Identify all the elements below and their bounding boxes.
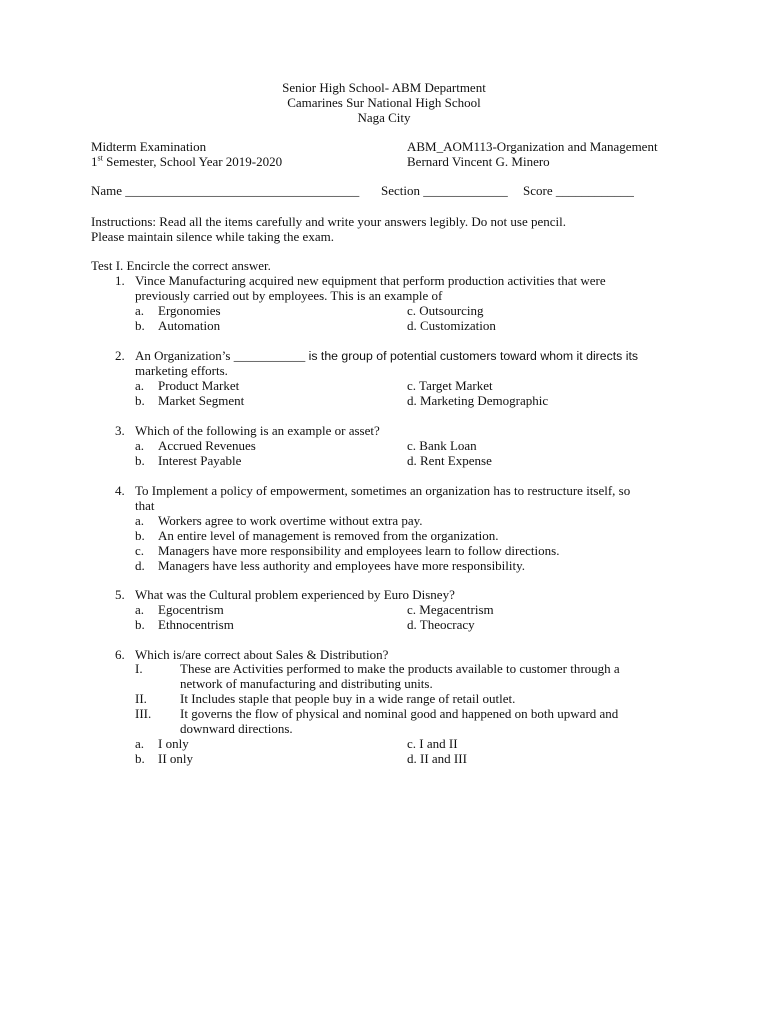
choice-c[interactable]: c. I and II: [407, 736, 458, 751]
choice-letter: c.: [135, 543, 145, 558]
course-code: ABM_AOM113-Organization and Management: [407, 139, 658, 154]
score-field[interactable]: Score ____________: [523, 183, 634, 198]
question-text: Which is/are correct about Sales & Distribution?: [135, 647, 389, 662]
choice-a[interactable]: Egocentrism: [158, 602, 224, 617]
choice-d[interactable]: d. Theocracy: [407, 617, 475, 632]
choice-a[interactable]: Ergonomies: [158, 303, 221, 318]
choice-c[interactable]: c. Megacentrism: [407, 602, 494, 617]
statement-text: downward directions.: [180, 721, 293, 736]
question-number: 5.: [115, 587, 125, 602]
question-text: that: [135, 498, 155, 513]
choice-b[interactable]: II only: [158, 751, 194, 766]
choice-a[interactable]: Accrued Revenues: [158, 438, 256, 453]
choice-letter: d.: [135, 558, 145, 573]
choice-c[interactable]: c. Target Market: [407, 378, 493, 393]
choice-d[interactable]: d. Marketing Demographic: [407, 393, 549, 408]
choice-c[interactable]: c. Bank Loan: [407, 438, 477, 453]
choice-letter: b.: [135, 528, 145, 543]
choice-d[interactable]: Managers have less authority and employees have more responsibility.: [158, 558, 526, 573]
choice-letter: a.: [135, 736, 145, 751]
exam-semester: 1st Semester, School Year 2019-2020: [91, 153, 283, 169]
choice-letter: b.: [135, 751, 145, 766]
question-text: Which of the following is an example or asset?: [135, 423, 380, 438]
choice-a[interactable]: I only: [158, 736, 189, 751]
choice-d[interactable]: d. II and III: [407, 751, 467, 766]
school-department: Senior High School- ABM Department: [282, 80, 486, 95]
choice-a[interactable]: Product Market: [158, 378, 240, 393]
choice-letter: b.: [135, 617, 145, 632]
choice-c[interactable]: c. Outsourcing: [407, 303, 484, 318]
statement-numeral: II.: [135, 691, 147, 706]
statement-numeral: I.: [135, 661, 143, 676]
choice-a[interactable]: Workers agree to work overtime without extra pay.: [158, 513, 423, 528]
choice-letter: a.: [135, 303, 145, 318]
choice-b[interactable]: Automation: [158, 318, 221, 333]
choice-letter: a.: [135, 378, 145, 393]
question-text: Vince Manufacturing acquired new equipment that perform production activities that were: [135, 273, 606, 288]
choice-c[interactable]: Managers have more responsibility and employees learn to follow directions.: [158, 543, 560, 558]
choice-b[interactable]: An entire level of management is removed from the organization.: [158, 528, 499, 543]
statement-text: These are Activities performed to make the products available to customer through a: [180, 661, 620, 676]
question-number: 1.: [115, 273, 125, 288]
choice-b[interactable]: Interest Payable: [158, 453, 242, 468]
choice-letter: b.: [135, 393, 145, 408]
section-field[interactable]: Section _____________: [381, 183, 508, 198]
question-number: 4.: [115, 483, 125, 498]
question-text: An Organization’s ___________ is the group of potential customers toward whom it directs its: [135, 348, 639, 363]
statement-text: network of manufacturing and distributing units.: [180, 676, 433, 691]
instructions-line: Please maintain silence while taking the exam.: [91, 229, 334, 244]
choice-d[interactable]: d. Customization: [407, 318, 496, 333]
instructions-line: Instructions: Read all the items carefully and write your answers legibly. Do not use pencil.: [91, 214, 566, 229]
question-text: To Implement a policy of empowerment, sometimes an organization has to restructure itself, so: [135, 483, 631, 498]
name-field[interactable]: Name ____________________________________: [91, 183, 360, 198]
statement-text: It Includes staple that people buy in a wide range of retail outlet.: [180, 691, 516, 706]
statement-numeral: III.: [135, 706, 152, 721]
choice-b[interactable]: Market Segment: [158, 393, 245, 408]
choice-letter: a.: [135, 513, 145, 528]
choice-d[interactable]: d. Rent Expense: [407, 453, 492, 468]
question-number: 3.: [115, 423, 125, 438]
choice-b[interactable]: Ethnocentrism: [158, 617, 234, 632]
test-heading: Test I. Encircle the correct answer.: [91, 258, 271, 273]
school-city: Naga City: [357, 110, 411, 125]
choice-letter: a.: [135, 438, 145, 453]
school-name: Camarines Sur National High School: [287, 95, 481, 110]
choice-letter: b.: [135, 453, 145, 468]
choice-letter: a.: [135, 602, 145, 617]
choice-letter: b.: [135, 318, 145, 333]
question-text: marketing efforts.: [135, 363, 228, 378]
exam-title: Midterm Examination: [91, 139, 207, 154]
question-text: previously carried out by employees. This is an example of: [135, 288, 443, 303]
question-number: 6.: [115, 647, 125, 662]
teacher-name: Bernard Vincent G. Minero: [407, 154, 550, 169]
question-text: What was the Cultural problem experienced by Euro Disney?: [135, 587, 455, 602]
statement-text: It governs the flow of physical and nominal good and happened on both upward and: [180, 706, 619, 721]
question-number: 2.: [115, 348, 125, 363]
